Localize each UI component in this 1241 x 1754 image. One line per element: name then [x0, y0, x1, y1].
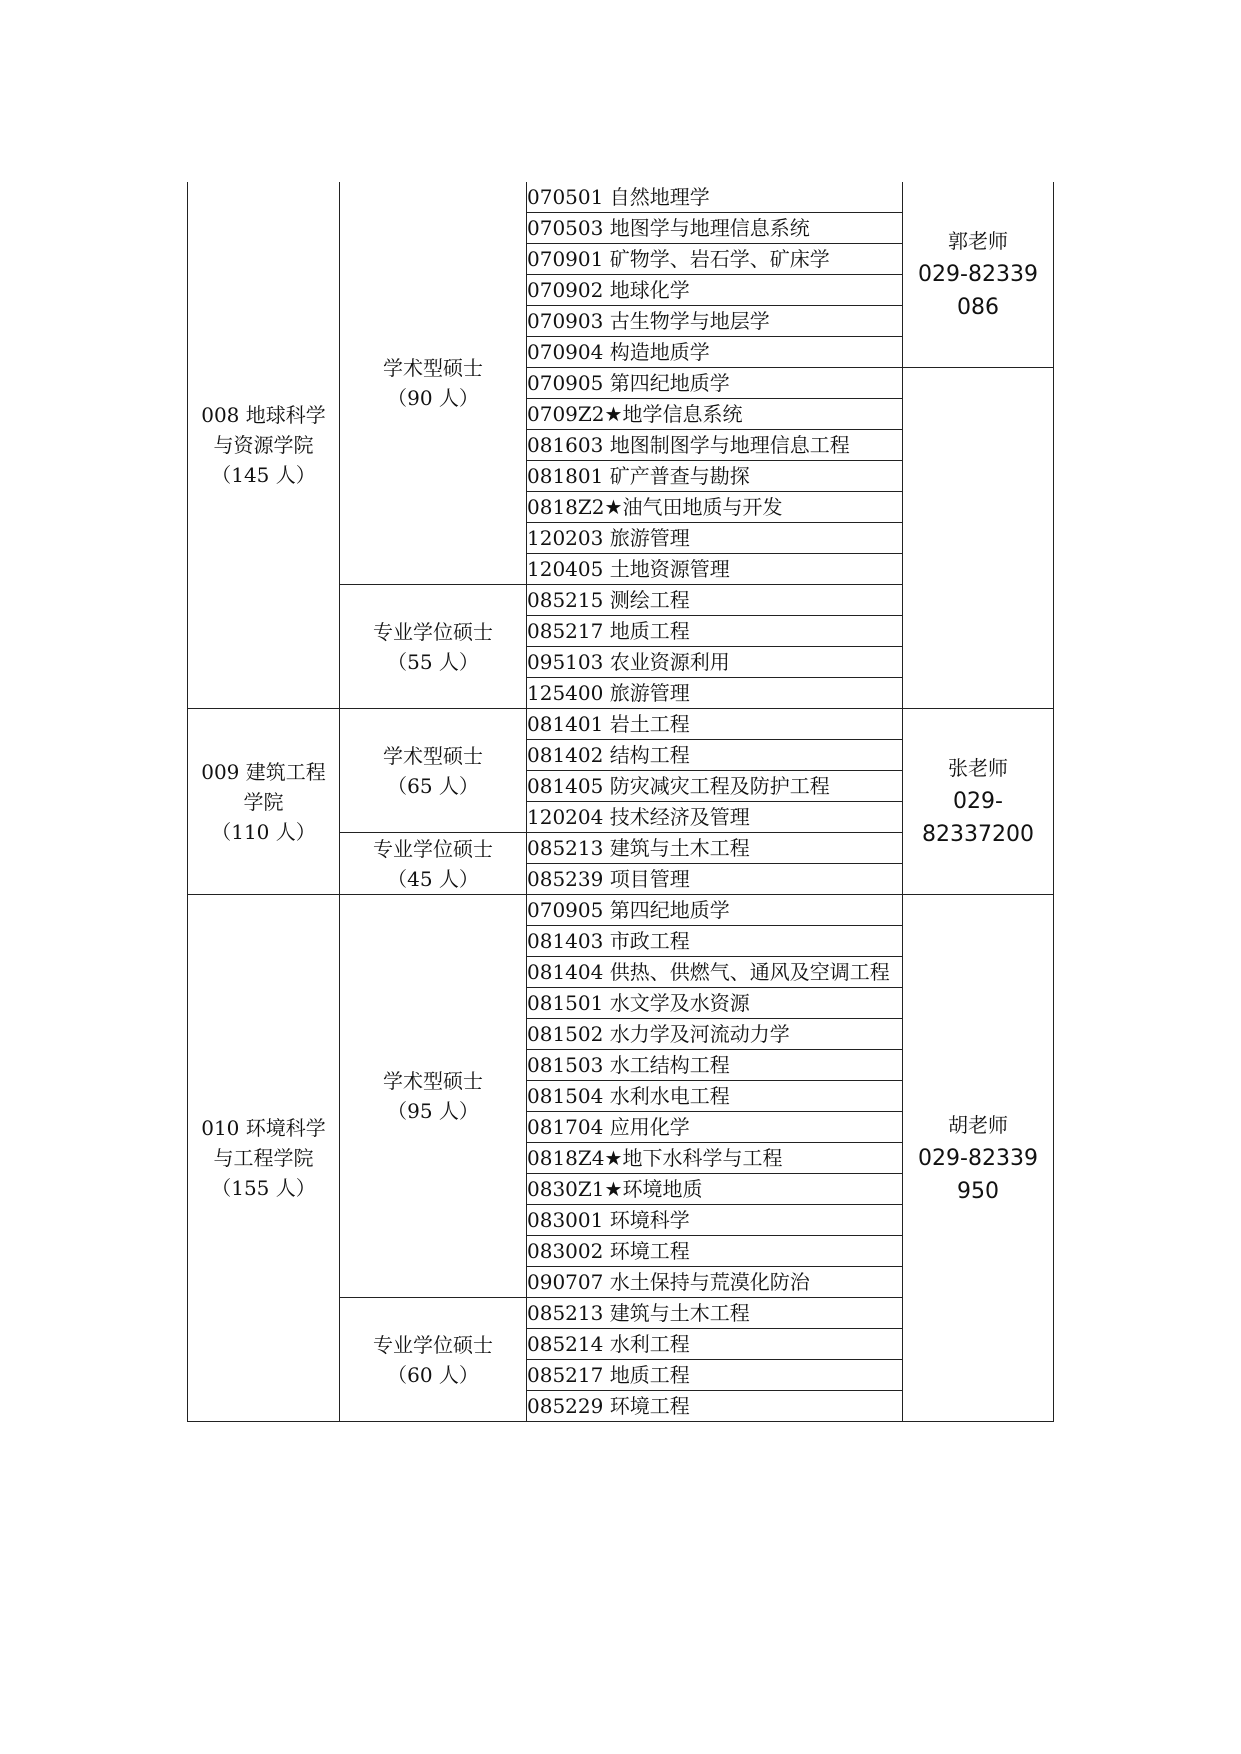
contact-phone: 82337200 — [922, 822, 1034, 847]
major-cell: 081405 防灾减灾工程及防护工程 — [527, 771, 903, 802]
major-cell: 085213 建筑与土木工程 — [527, 1298, 903, 1329]
major-cell: 120204 技术经济及管理 — [527, 802, 903, 833]
major-cell: 0818Z2★油气田地质与开发 — [527, 492, 903, 523]
contact-phone: 029- — [953, 789, 1003, 814]
major-cell: 083001 环境科学 — [527, 1205, 903, 1236]
major-cell: 081801 矿产普查与勘探 — [527, 461, 903, 492]
contact-cell-empty — [903, 368, 1054, 709]
table-row — [188, 895, 1054, 926]
contact-name: 郭老师 — [948, 229, 1008, 253]
major-cell: 070905 第四纪地质学 — [527, 368, 903, 399]
college-cell: 008 地球科学 与资源学院 （145 人） — [188, 182, 340, 709]
degree-type-cell: 专业学位硕士 （60 人） — [340, 1298, 527, 1422]
major-cell: 081404 供热、供燃气、通风及空调工程 — [527, 957, 903, 988]
major-cell: 085217 地质工程 — [527, 1360, 903, 1391]
major-cell: 081501 水文学及水资源 — [527, 988, 903, 1019]
contact-name: 胡老师 — [948, 1112, 1008, 1137]
contact-cell — [903, 709, 1054, 895]
major-cell: 081603 地图制图学与地理信息工程 — [527, 430, 903, 461]
major-cell: 081704 应用化学 — [527, 1112, 903, 1143]
contact-name: 张老师 — [948, 756, 1008, 780]
degree-type-cell: 学术型硕士 （95 人） — [340, 895, 527, 1298]
contact-cell — [903, 895, 1054, 1422]
contact-phone: 029-82339 — [918, 262, 1038, 287]
major-cell: 0709Z2★地学信息系统 — [527, 399, 903, 430]
major-cell: 070902 地球化学 — [527, 275, 903, 306]
major-cell: 085213 建筑与土木工程 — [527, 833, 903, 864]
contact-cell — [903, 182, 1054, 368]
major-cell: 085214 水利工程 — [527, 1329, 903, 1360]
admissions-table — [187, 182, 1054, 1422]
major-cell: 081503 水工结构工程 — [527, 1050, 903, 1081]
major-cell: 081402 结构工程 — [527, 740, 903, 771]
major-cell: 081403 市政工程 — [527, 926, 903, 957]
degree-type-cell: 学术型硕士 （65 人） — [340, 709, 527, 833]
major-cell: 070501 自然地理学 — [527, 182, 903, 213]
major-cell: 120203 旅游管理 — [527, 523, 903, 554]
table-row — [188, 709, 1054, 740]
degree-type-cell: 学术型硕士 （90 人） — [340, 182, 527, 585]
college-cell: 010 环境科学 与工程学院 （155 人） — [188, 895, 340, 1422]
major-cell: 081401 岩土工程 — [527, 709, 903, 740]
major-cell: 0830Z1★环境地质 — [527, 1174, 903, 1205]
major-cell: 090707 水土保持与荒漠化防治 — [527, 1267, 903, 1298]
major-cell: 083002 环境工程 — [527, 1236, 903, 1267]
major-cell: 095103 农业资源利用 — [527, 647, 903, 678]
major-cell: 070903 古生物学与地层学 — [527, 306, 903, 337]
contact-phone: 029-82339 — [918, 1145, 1038, 1171]
major-cell: 070901 矿物学、岩石学、矿床学 — [527, 244, 903, 275]
degree-type-cell: 专业学位硕士 （45 人） — [340, 833, 527, 895]
degree-type-cell: 专业学位硕士 （55 人） — [340, 585, 527, 709]
college-cell: 009 建筑工程 学院 （110 人） — [188, 709, 340, 895]
major-cell: 070904 构造地质学 — [527, 337, 903, 368]
major-cell: 081502 水力学及河流动力学 — [527, 1019, 903, 1050]
contact-phone: 950 — [957, 1178, 999, 1204]
major-cell: 085239 项目管理 — [527, 864, 903, 895]
major-cell: 085229 环境工程 — [527, 1391, 903, 1422]
table-row — [188, 182, 1054, 213]
major-cell: 125400 旅游管理 — [527, 678, 903, 709]
major-cell: 070503 地图学与地理信息系统 — [527, 213, 903, 244]
major-cell: 120405 土地资源管理 — [527, 554, 903, 585]
contact-phone: 086 — [957, 295, 999, 320]
major-cell: 0818Z4★地下水科学与工程 — [527, 1143, 903, 1174]
major-cell: 081504 水利水电工程 — [527, 1081, 903, 1112]
major-cell: 070905 第四纪地质学 — [527, 895, 903, 926]
major-cell: 085215 测绘工程 — [527, 585, 903, 616]
major-cell: 085217 地质工程 — [527, 616, 903, 647]
